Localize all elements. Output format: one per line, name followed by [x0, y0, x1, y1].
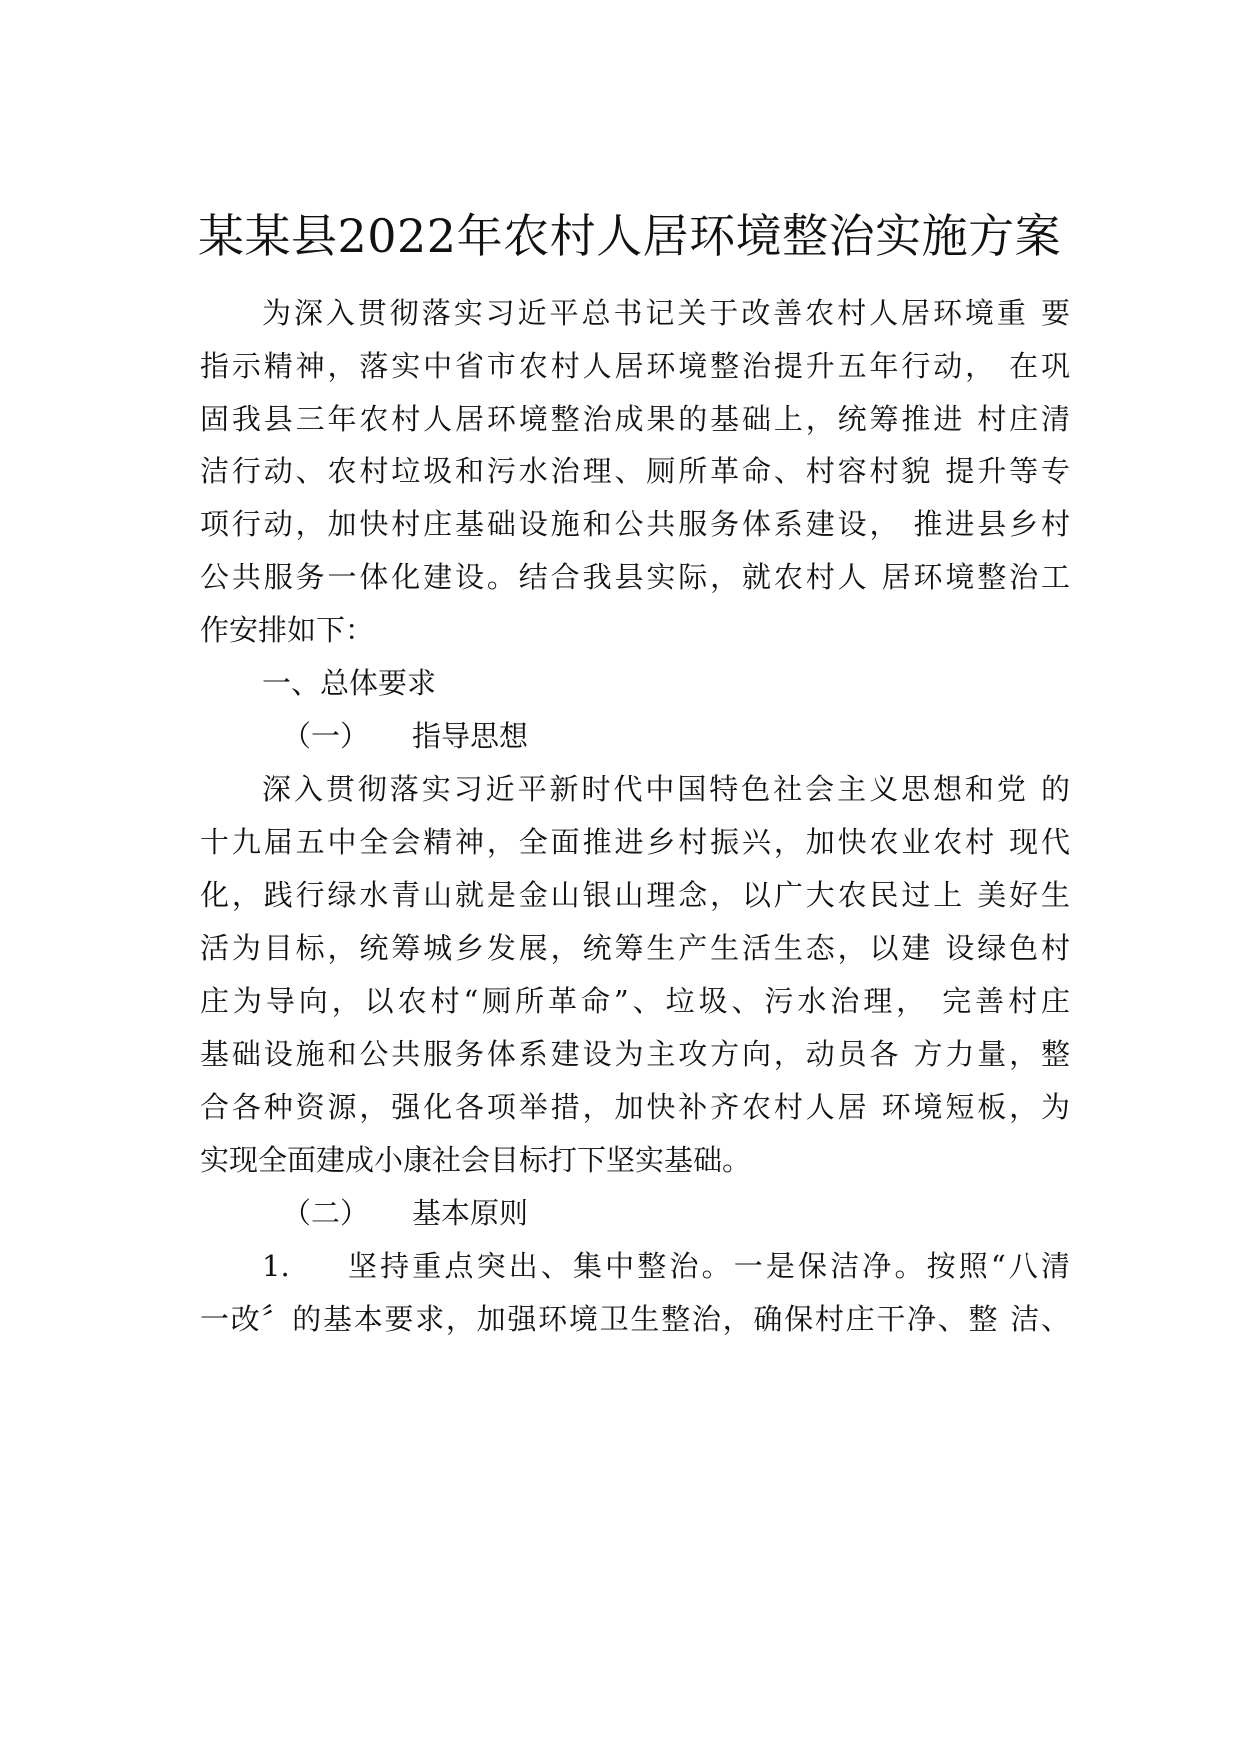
intro-line: 指示精神，落实中省市农村人居环境整治提升五年行动， 在巩 [200, 349, 1070, 383]
guiding-line: 深入贯彻落实习近平新时代中国特色社会主义思想和党 的 [262, 772, 1070, 806]
guiding-line: 合各种资源，强化各项举措，加快补齐农村人居 环境短板，为 [200, 1090, 1070, 1124]
principle-item-1-continuation: 一改〞的基本要求，加强环境卫生整治，确保村庄干净、整 洁、 [200, 1302, 1070, 1336]
item-number: 1. [262, 1249, 290, 1283]
guiding-line: 庄为导向，以农村“厕所革命”、垃圾、污水治理， 完善村庄 [200, 984, 1070, 1018]
intro-line: 作安排如下： [200, 613, 375, 647]
intro-line: 洁行动、农村垃圾和污水治理、厕所革命、村容村貌 提升等专 [200, 454, 1070, 488]
guiding-line: 实现全面建成小康社会目标打下坚实基础。 [200, 1143, 752, 1177]
guiding-line: 基础设施和公共服务体系建设为主攻方向，动员各 方力量，整 [200, 1037, 1070, 1071]
intro-line: 公共服务一体化建设。结合我县实际，就农村人 居环境整治工 [200, 560, 1070, 594]
sub-heading-number: （一） [282, 719, 370, 753]
principle-item-1 [262, 1246, 1070, 1286]
intro-line: 项行动，加快村庄基础设施和公共服务体系建设， 推进县乡村 [200, 507, 1070, 541]
sub-heading-number: （二） [282, 1196, 370, 1230]
intro-line: 固我县三年农村人居环境整治成果的基础上，统筹推进 村庄清 [200, 402, 1070, 436]
document-title: 某某县2022年农村人居环境整治实施方案 [198, 209, 1062, 263]
item-text: 坚持重点突出、集中整治。一是保洁净。按照“八清 [348, 1249, 1070, 1283]
guiding-line: 十九届五中全会精神，全面推进乡村振兴，加快农业农村 现代 [200, 825, 1070, 859]
guiding-line: 化，践行绿水青山就是金山银山理念，以广大农民过上 美好生 [200, 878, 1070, 912]
section-heading-1: 一、总体要求 [262, 666, 437, 700]
sub-heading-2 [282, 1193, 528, 1233]
sub-heading-label: 基本原则 [412, 1196, 529, 1230]
guiding-line: 活为目标，统筹城乡发展，统筹生产生活生态，以建 设绿色村 [200, 931, 1070, 965]
sub-heading-1 [282, 716, 528, 756]
sub-heading-label: 指导思想 [412, 719, 529, 753]
intro-line: 为深入贯彻落实习近平总书记关于改善农村人居环境重 要 [262, 296, 1070, 330]
